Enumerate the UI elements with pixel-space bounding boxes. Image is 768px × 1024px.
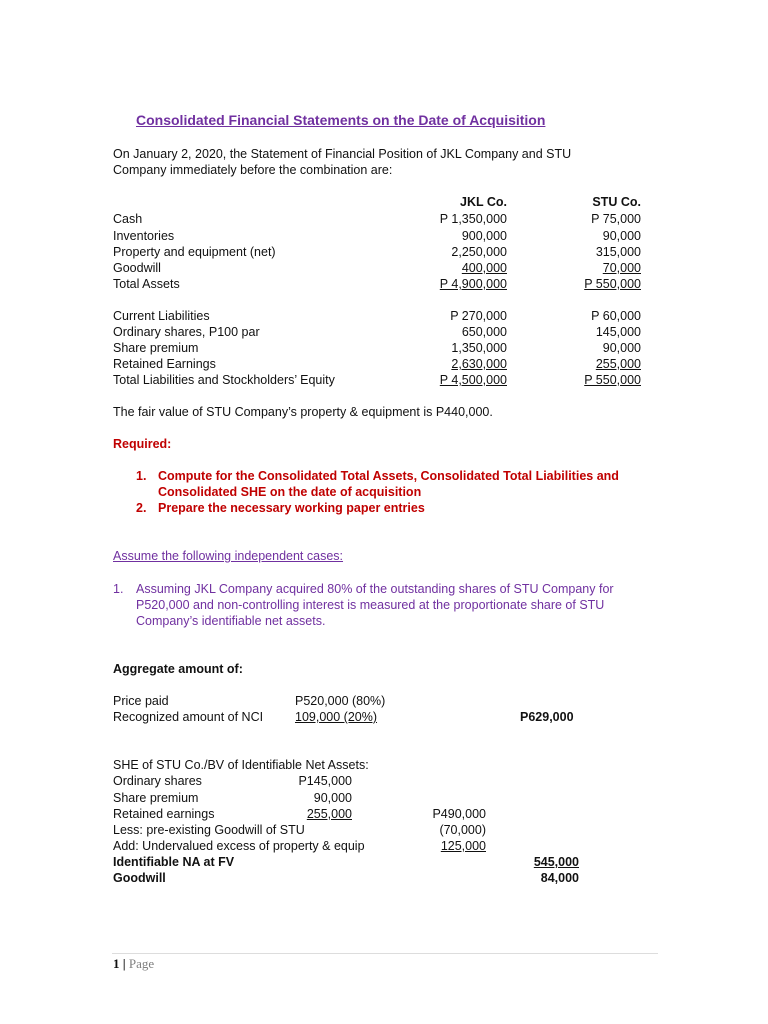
ina-value: 545,000 [533,855,579,869]
row-label: Goodwill [113,261,161,275]
row-label: Property and equipment (net) [113,245,276,259]
she-subtotal: P490,000 [432,807,486,821]
fair-value-note: The fair value of STU Company’s property & equipment is P440,000. [113,405,493,419]
less-label: Less: pre-existing Goodwill of STU [113,823,305,837]
required-item-2: Prepare the necessary working paper entries [158,501,425,515]
row-jkl: 650,000 [461,325,507,339]
row-stu: 145,000 [595,325,641,339]
row-stu: 255,000 [595,357,641,371]
row-jkl: 2,630,000 [451,357,507,371]
row-stu: P 60,000 [591,309,641,323]
row-stu: 90,000 [602,341,641,355]
row-stu: 315,000 [595,245,641,259]
premium-value: 90,000 [313,791,352,805]
retained-value: 255,000 [306,807,352,821]
required-item-1-line-1: Compute for the Consolidated Total Assets, Consolidated Total Liabilities and [158,469,619,483]
ordinary-value: P145,000 [298,774,352,788]
case-1-line-3: Company’s identifiable net assets. [136,614,326,628]
intro-line-2: Company immediately before the combination are: [113,163,393,177]
page-label: Page [128,956,155,971]
intro-line-1: On January 2, 2020, the Statement of Financial Position of JKL Company and STU [113,147,572,161]
page-number: 1 [113,956,120,971]
add-value: 125,000 [440,839,486,853]
row-stu: 90,000 [602,229,641,243]
price-paid-label: Price paid [113,694,169,708]
nci-label: Recognized amount of NCI [113,710,264,724]
goodwill-value: 84,000 [540,871,579,885]
row-stu: P 550,000 [584,277,641,291]
goodwill-label: Goodwill [113,871,166,885]
less-value: (70,000) [439,823,486,837]
row-label: Current Liabilities [113,309,210,323]
row-label: Share premium [113,341,199,355]
she-heading: SHE of STU Co./BV of Identifiable Net Assets: [113,758,369,772]
row-label: Inventories [113,229,175,243]
row-stu: 70,000 [602,261,641,275]
required-label: Required: [113,437,172,451]
case-1-line-1: Assuming JKL Company acquired 80% of the outstanding shares of STU Company for [136,582,614,596]
footer-separator: | [122,956,126,971]
row-jkl: P 4,500,000 [439,373,507,387]
aggregate-total: P629,000 [520,710,574,724]
header-jkl: JKL Co. [460,195,507,209]
row-jkl: 900,000 [461,229,507,243]
row-jkl: 400,000 [461,261,507,275]
header-stu: STU Co. [592,195,641,209]
case-1-num: 1. [113,582,124,596]
row-jkl: P 1,350,000 [439,212,507,226]
required-num-2: 2. [136,501,147,515]
retained-label: Retained earnings [113,807,215,821]
page-title: Consolidated Financial Statements on the Date of Acquisition [136,112,546,128]
footer-divider [112,953,658,954]
add-label: Add: Undervalued excess of property & equip [113,839,365,853]
row-jkl: 2,250,000 [451,245,507,259]
row-jkl: P 4,900,000 [439,277,507,291]
row-label: Ordinary shares, P100 par [113,325,260,339]
required-item-1-line-2: Consolidated SHE on the date of acquisition [158,485,422,499]
assume-heading: Assume the following independent cases: [113,549,344,563]
nci-value: 109,000 (20%) [295,710,378,724]
required-num-1: 1. [136,469,147,483]
row-label: Cash [113,212,143,226]
premium-label: Share premium [113,791,199,805]
row-jkl: 1,350,000 [451,341,507,355]
ina-label: Identifiable NA at FV [113,855,235,869]
case-1-line-2: P520,000 and non-controlling interest is measured at the proportionate share of STU [136,598,605,612]
row-label: Total Liabilities and Stockholders’ Equity [113,373,335,387]
row-jkl: P 270,000 [450,309,507,323]
row-label: Total Assets [113,277,180,291]
row-stu: P 75,000 [591,212,641,226]
row-stu: P 550,000 [584,373,641,387]
footer [113,956,154,972]
row-label: Retained Earnings [113,357,216,371]
aggregate-heading: Aggregate amount of: [113,662,243,676]
price-paid-value: P520,000 (80%) [295,694,386,708]
ordinary-label: Ordinary shares [113,774,202,788]
